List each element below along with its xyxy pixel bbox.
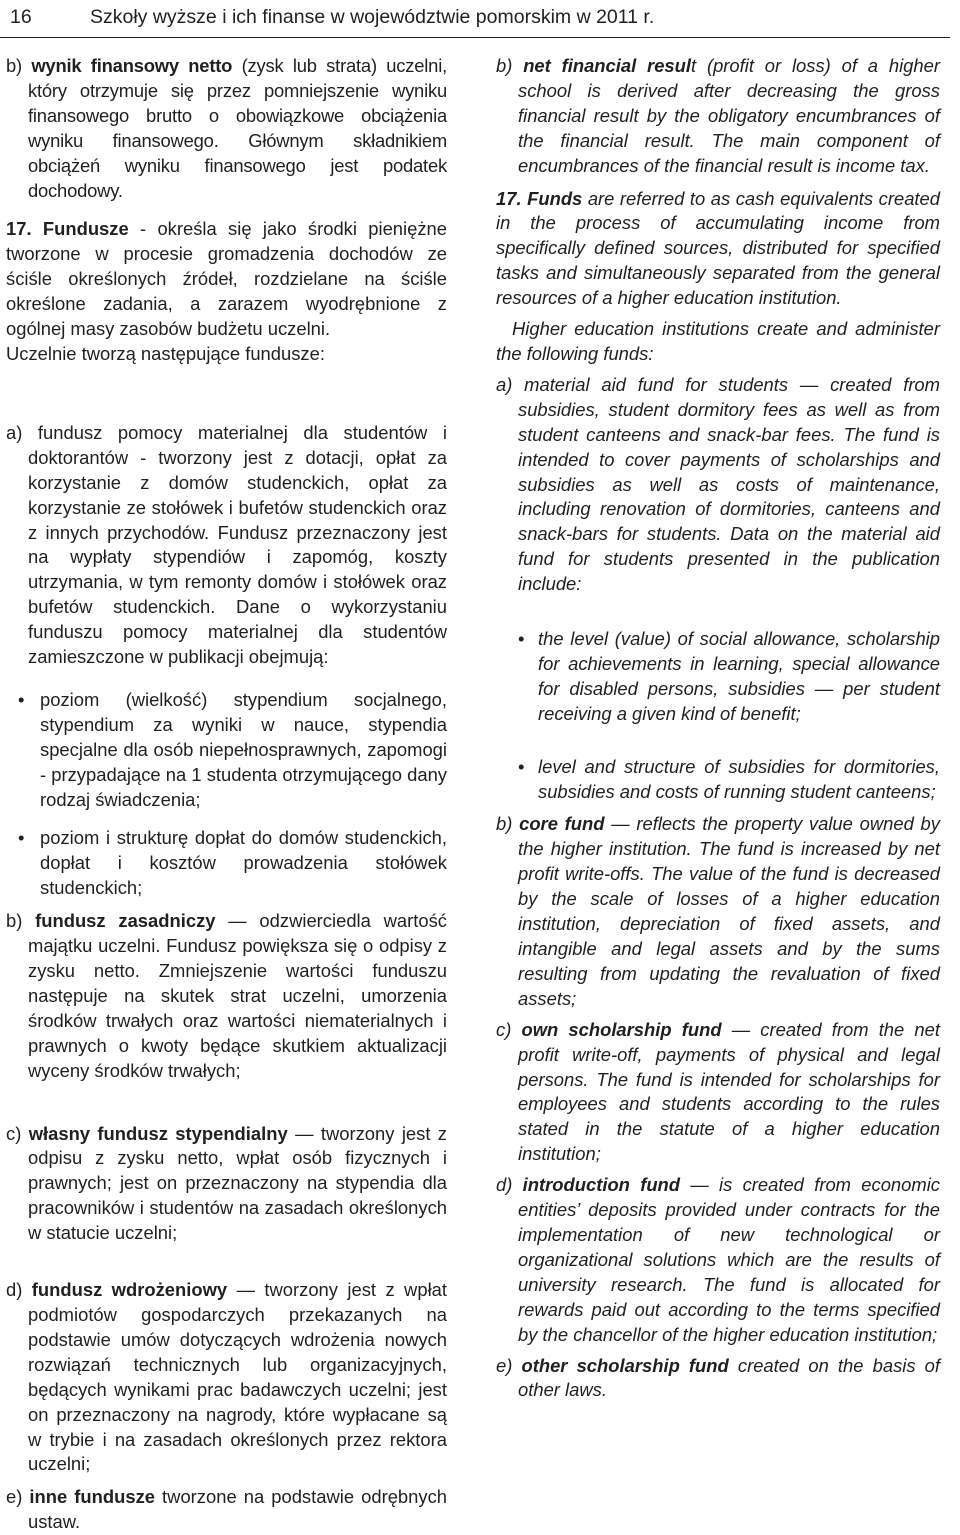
pl-fund-d: d) fundusz wdrożeniowy — tworzony jest z wpłat podmiotów gospodarczych przekazanych na podstawie umów dotyczących wdrożenia nowych rozwiązań technicznych lub organizacyjnych, będących wynikami prac badawczych uczelni; jest on przeznaczony na nagrody, które wypłacane są w trybie i na zasadach określonych przez rektora uczelni; [6, 1279, 447, 1475]
en-fund-e-term: other scholarship fund [521, 1354, 729, 1376]
pl-fund-c-term: własny fundusz stypendialny [28, 1122, 288, 1144]
en-fund-a: a) material aid fund for students — created from subsidies, student dormitory fees as well as from student canteens and snack-bar fees. The fund is intended to cover payments of scholarships and subsidies as well as costs of maintenance, including renovation of dormitories, canteens and snack-bars for students. Data on the material aid fund for students presented in the publication include: [496, 373, 940, 595]
page-header [0, 0, 960, 40]
list-item: • poziom i strukturę dopłat do domów studenckich, dopłat i kosztów prowadzenia stołówek studenckich; [6, 826, 447, 901]
page-number: 16 [10, 6, 32, 28]
pl-funds-intro: Uczelnie tworzą następujące fundusze: [6, 342, 325, 364]
en-fund-d-term: introduction fund [522, 1174, 681, 1196]
en-funds-definition: 17. Funds are referred to as cash equivalents created in the process of accumulating income from specifically defined sources, distributed for specified tasks and simultaneously separated from the general resources of a higher education institution. [496, 187, 940, 309]
header-divider [0, 37, 950, 38]
pl-net-result-paragraph: b) wynik finansowy netto (zysk lub strata) uczelni, który otrzymuje się przez pomniejszenie wyniku finansowego brutto o obowiązkowe obciążenia wyniku finansowego. Głównym składnikiem obciążeń wyniku finansowego jest podatek dochodowy. [6, 55, 447, 201]
pl-fund-e-term: inne fundusze [29, 1486, 155, 1508]
en-fund-b: b) core fund — reflects the property value owned by the higher institution. The fund is increased by net profit write-offs. The value of the fund is decreased by the scale of losses of a higher education institution, depreciation of fixed assets, and intangible and legal assets and by the sums resulting from updating the revaluation of fixed assets; [496, 813, 940, 1009]
pl-net-result-term: wynik finansowy netto [31, 55, 233, 76]
pl-fund-e: e) inne fundusze tworzone na podstawie odrębnych ustaw. [6, 1486, 448, 1533]
en-section-number: 17. [496, 187, 522, 209]
en-net-result-term: net financial resul [523, 55, 691, 76]
running-title: Szkoły wyższe i ich finanse w województwie pomorskim w 2011 r. [90, 6, 655, 28]
en-fund-b-term: core fund [519, 813, 605, 835]
en-fund-c: c) own scholarship fund — created from the net profit write-off, payments of physical and legal persons. The fund is intended for scholarships for employees and students according to the rules stated in the statute of a higher education institution; [496, 1018, 940, 1165]
list-item: • level and structure of subsidies for dormitories, subsidies and costs of running student canteens; [496, 755, 940, 805]
en-fund-d: d) introduction fund — is created from economic entities’ deposits provided under contracts for the implementation of new technological or organizational solutions which are the results of university research. The fund is allocated for rewards paid out according to the terms specified by the chancellor of the higher education institution; [496, 1174, 940, 1345]
english-column [496, 54, 940, 1403]
en-funds-intro: Higher education institutions create and administer the following funds: [496, 318, 940, 364]
polish-column [6, 54, 447, 1535]
en-bullet-list [496, 627, 940, 804]
list-item: • poziom (wielkość) stypendium socjalnego, stypendium za wyniki w nauce, stypendia specjalne dla osób niepełnosprawnych, zapomogi - przypadające na 1 studenta otrzymującego dany rodzaj świadczenia; [6, 688, 447, 813]
pl-fund-d-term: fundusz wdrożeniowy [31, 1279, 228, 1301]
pl-fund-a: a) fundusz pomocy materialnej dla studentów i doktorantów - tworzony jest z dotacji, opłat za korzystanie z domów studenckich, opłat za korzystanie ze stołówek i bufetów studenckich oraz z innych przychodów. Fundusz przeznaczony jest na wypłaty stypendiów i zapomóg, koszty utrzymania, w tym remonty domów i stołówek oraz bufetów studenckich. Dane o wykorzystaniu funduszu pomocy materialnej dla studentów zamieszczone w publikacji obejmują: [6, 421, 447, 668]
en-fund-c-term: own scholarship fund [521, 1018, 722, 1040]
en-funds-term: Funds [521, 187, 583, 209]
en-fund-e: e) other scholarship fund created on the basis of other laws. [496, 1354, 941, 1401]
pl-fund-c: c) własny fundusz stypendialny — tworzony jest z odpisu z zysku netto, wpłat osób fizycznych i prawnych; jest on przeznaczony na stypendia dla pracowników i studentów na zasadach określonych w statucie uczelni; [6, 1122, 448, 1244]
list-item: • the level (value) of social allowance, scholarship for achievements in learning, special allowance for disabled persons, subsidies — per student receiving a given kind of benefit; [496, 627, 940, 727]
pl-section-number: 17. [6, 218, 32, 240]
pl-fund-b-term: fundusz zasadniczy [35, 910, 216, 932]
en-net-result-paragraph: b) net financial result (profit or loss) of a higher school is derived after decreasing the gross financial result by the obligatory encumbrances of the financial result. The main component of encumbrances of the financial result is income tax. [496, 55, 940, 176]
pl-fund-b: b) fundusz zasadniczy — odzwierciedla wartość majątku uczelni. Fundusz powiększa się o odpisy z zysku netto. Zmniejszenie wartości funduszu następuje na skutek strat uczelni, umorzenia środków trwałych oraz wartości niematerialnych i prawnych o kwoty będące skutkiem aktualizacji wyceny środków trwałych; [6, 910, 447, 1081]
pl-funds-term: Fundusze [31, 218, 129, 240]
pl-bullet-list [6, 688, 447, 901]
pl-funds-definition: 17. Fundusze - określa się jako środki pieniężne tworzone w procesie gromadzenia dochodów ze ściśle określonych źródeł, rozdzielane na ściśle określone zadania, a zarazem wyodrębnione z ogólnej masy zasobów budżetu uczelni. [6, 218, 448, 340]
